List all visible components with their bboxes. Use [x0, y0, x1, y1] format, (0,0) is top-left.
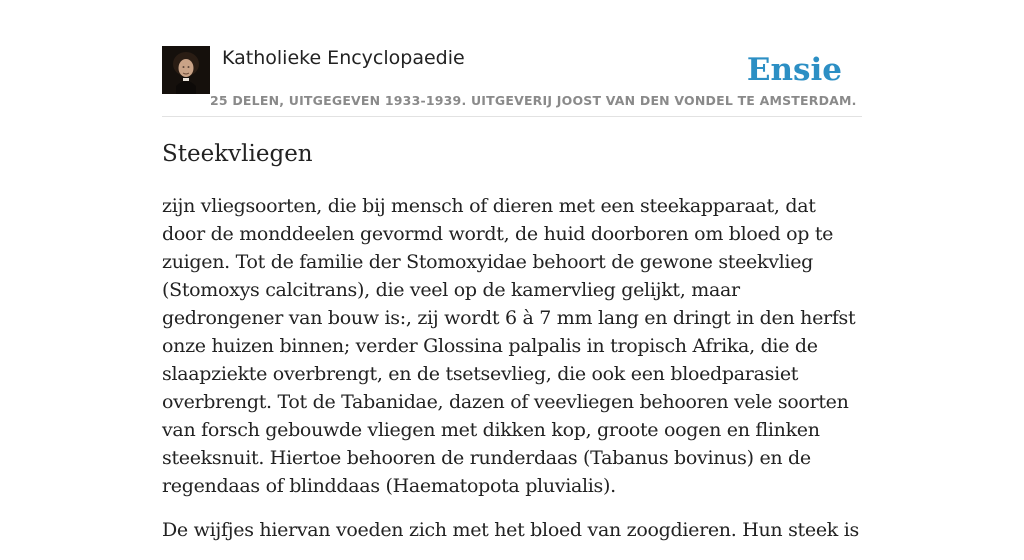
source-title[interactable]: Katholieke Encyclopaedie: [222, 47, 465, 69]
article-title: Steekvliegen: [162, 141, 313, 167]
source-header: [162, 46, 862, 117]
article-body: [162, 192, 862, 560]
article-paragraph-1: zijn vliegsoorten, die bij mensch of dieren met een steekapparaat, dat door de monddeelen gevormd wordt, de huid doorboren om bloed op te zuigen. Tot de familie der Stomoxyidae behoort de gewone steekvlieg (Stomoxys calcitrans), die veel op de kamervlieg gelijkt, maar gedrongener van bouw is:, zij wordt 6 à 7 mm lang en dringt in den herfst onze huizen binnen; verder Glossina palpalis in tropisch Afrika, die de slaapziekte overbrengt, en de tsetsevlieg, die ook een bloedparasiet overbrengt. Tot de Tabanidae, dazen of veevliegen behooren vele soorten van forsch gebouwde vliegen met dikken kop, groote oogen en flinken steeksnuit. Hiertoe behooren de runderdaas (Tabanus bovinus) en de regendaas of blinddaas (Haematopota pluvialis).: [162, 195, 856, 497]
source-subtitle: 25 DELEN, UITGEGEVEN 1933-1939. UITGEVERIJ JOOST VAN DEN VONDEL TE AMSTERDAM.: [210, 93, 857, 108]
ensie-logo[interactable]: Ensie: [746, 52, 842, 88]
portrait-image: [162, 46, 210, 94]
article-paragraph-2: De wijfjes hiervan voeden zich met het bloed van zoogdieren. Hun steek is: [162, 519, 859, 541]
portrait-avatar-icon[interactable]: [162, 46, 210, 94]
